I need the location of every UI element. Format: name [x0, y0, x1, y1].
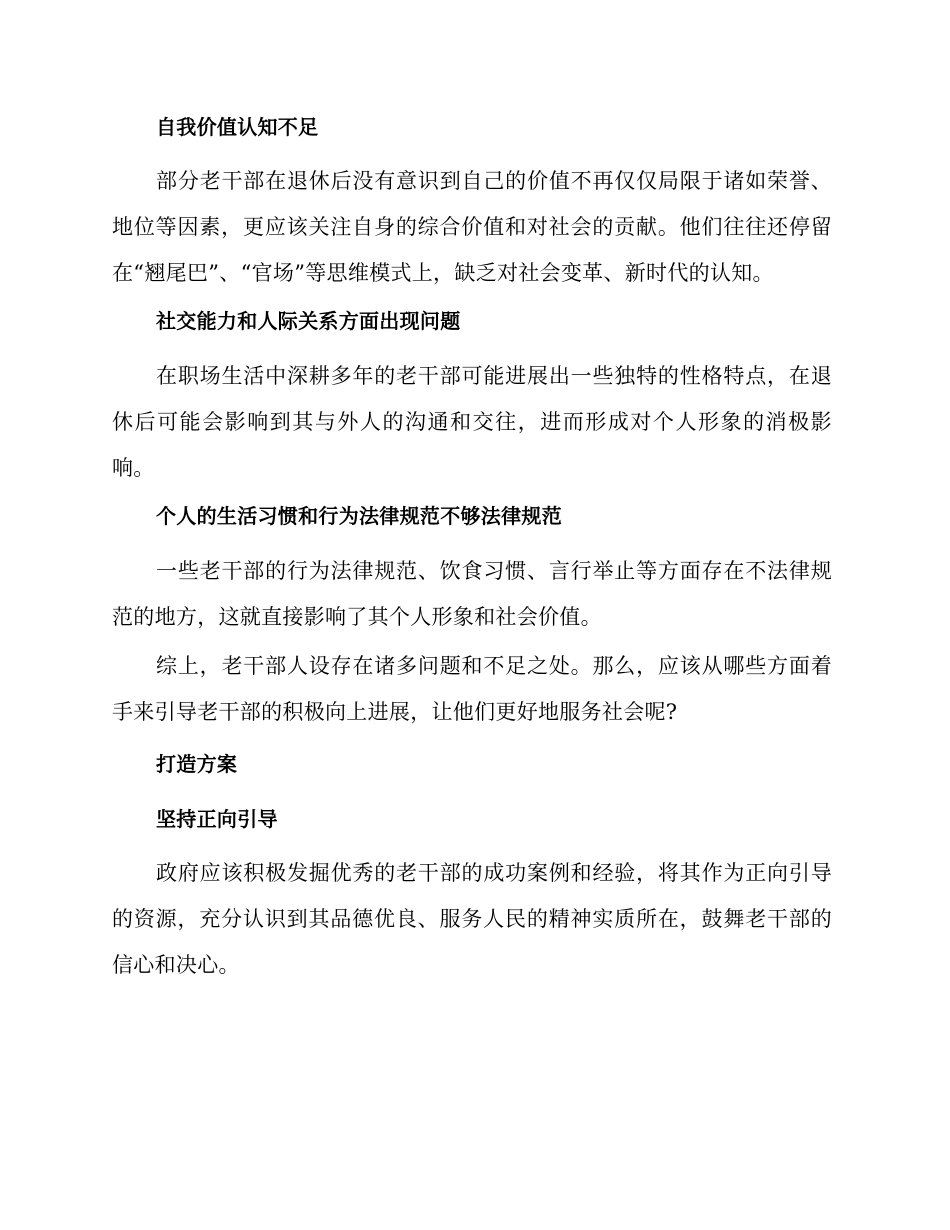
body-paragraph: 一些老干部的行为法律规范、饮食习惯、言行举止等方面存在不法律规范的地方，这就直接影响了其个人形象和社会价值。 — [112, 559, 832, 629]
section-heading: 打造方案 — [156, 752, 238, 776]
section-heading: 坚持正向引导 — [156, 807, 278, 831]
section-heading: 自我价值认知不足 — [156, 115, 319, 139]
body-paragraph: 在职场生活中深耕多年的老干部可能进展出一些独特的性格特点，在退休后可能会影响到其与外人的沟通和交往，进而形成对个人形象的消极影响。 — [112, 364, 832, 480]
section-heading: 社交能力和人际关系方面出现问题 — [156, 309, 461, 333]
body-paragraph: 综上，老干部人设存在诸多问题和不足之处。那么，应该从哪些方面着手来引导老干部的积极向上进展，让他们更好地服务社会呢? — [112, 654, 832, 724]
body-paragraph: 部分老干部在退休后没有意识到自己的价值不再仅仅局限于诸如荣誉、地位等因素，更应该关注自身的综合价值和对社会的贡献。他们往往还停留在“翘尾巴”、“官场”等思维模式上，缺乏对社会变革、新时代的认知。 — [112, 169, 832, 285]
section-heading: 个人的生活习惯和行为法律规范不够法律规范 — [156, 504, 562, 528]
body-paragraph: 政府应该积极发掘优秀的老干部的成功案例和经验，将其作为正向引导的资源，充分认识到其品德优良、服务人民的精神实质所在，鼓舞老干部的信心和决心。 — [112, 861, 832, 977]
